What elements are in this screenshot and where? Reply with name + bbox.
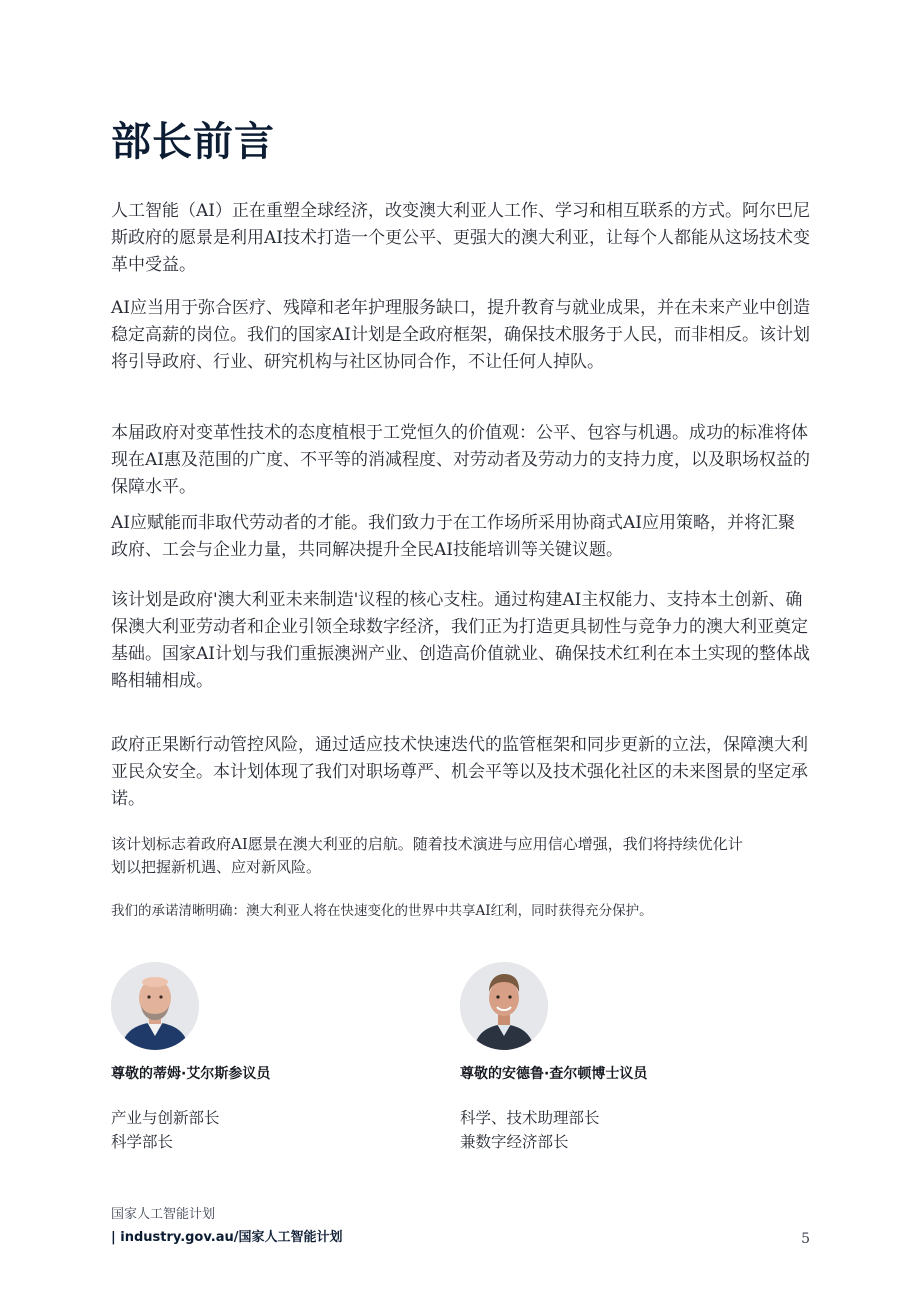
signatory-role: 兼数字经济部长 [460, 1133, 569, 1151]
paragraph-values: 本届政府对变革性技术的态度植根于工党恒久的价值观：公平、包容与机遇。成功的标准将体现在AI惠及范围的广度、不平等的消减程度、对劳动者及劳动力的支持力度，以及职场权益的保障水平。 [111, 423, 810, 497]
paragraph-launch: 该计划标志着政府AI愿景在澳大利亚的启航。随着技术演进与应用信心增强，我们将持续优化计划以把握新机遇、应对新风险。 [111, 835, 743, 876]
paragraph-future-made: 该计划是政府'澳大利亚未来制造'议程的核心支柱。通过构建AI主权能力、支持本土创新、确保澳大利亚劳动者和企业引领全球数字经济，我们正为打造更具韧性与竞争力的澳大利亚奠定基础。国家AI计划与我们重振澳洲产业、创造高价值就业、确保技术红利在本土实现的整体战略相辅相成。 [111, 590, 810, 691]
signatory-name: 尊敬的蒂姆·艾尔斯参议员 [111, 1066, 271, 1082]
page-number: 5 [801, 1231, 810, 1247]
signatory-role: 科学、技术助理部长 [460, 1109, 600, 1127]
signatory-role: 科学部长 [111, 1133, 174, 1151]
footer-brand: 国家人工智能计划 [111, 1207, 216, 1222]
portrait-bald-man-icon [111, 962, 199, 1050]
footer-url-link[interactable]: | industry.gov.au/国家人工智能计划 [111, 1230, 343, 1245]
signatory-roles [460, 1106, 780, 1154]
page-title: 部长前言 [111, 119, 275, 165]
signatory-ayres [111, 962, 431, 1154]
signatory-role: 产业与创新部长 [111, 1109, 220, 1127]
paragraph-intro: 人工智能（AI）正在重塑全球经济，改变澳大利亚人工作、学习和相互联系的方式。阿尔巴尼斯政府的愿景是利用AI技术打造一个更公平、更强大的澳大利亚，让每个人都能从这场技术变革中受益。 [111, 201, 810, 275]
signatory-charlton [460, 962, 780, 1154]
signatory-name: 尊敬的安德鲁·查尔顿博士议员 [460, 1066, 648, 1082]
signatory-roles [111, 1106, 431, 1154]
paragraph-services: AI应当用于弥合医疗、残障和老年护理服务缺口，提升教育与就业成果，并在未来产业中创造稳定高薪的岗位。我们的国家AI计划是全政府框架，确保技术服务于人民，而非相反。该计划将引导政府、行业、研究机构与社区协同合作，不让任何人掉队。 [111, 298, 810, 372]
paragraph-workers: AI应赋能而非取代劳动者的才能。我们致力于在工作场所采用协商式AI应用策略，并将汇聚政府、工会与企业力量，共同解决提升全民AI技能培训等关键议题。 [111, 513, 795, 560]
portrait-man-icon [460, 962, 548, 1050]
paragraph-risk: 政府正果断行动管控风险，通过适应技术快速迭代的监管框架和同步更新的立法，保障澳大利亚民众安全。本计划体现了我们对职场尊严、机会平等以及技术强化社区的未来图景的坚定承诺。 [111, 735, 808, 809]
paragraph-commitment: 我们的承诺清晰明确：澳大利亚人将在快速变化的世界中共享AI红利，同时获得充分保护。 [111, 903, 653, 919]
